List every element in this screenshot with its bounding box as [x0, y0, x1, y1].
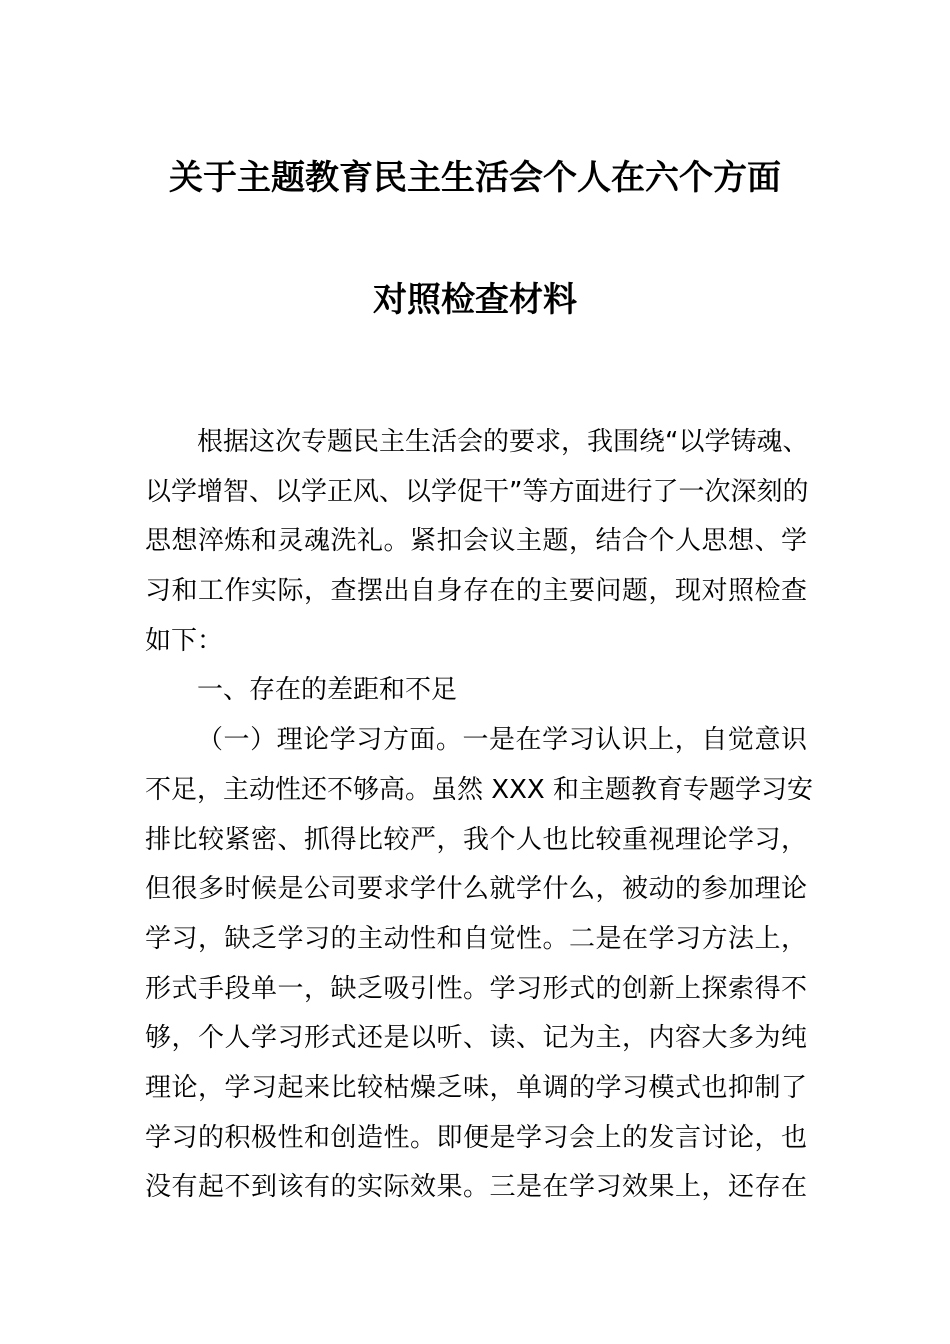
body-line: 没有起不到该有的实际效果。三是在学习效果上，还存在 — [145, 1172, 807, 1203]
body-line: 排比较紧密、抓得比较严，我个人也比较重视理论学习， — [145, 824, 807, 855]
body-line: 形式手段单一，缺乏吸引性。学习形式的创新上探索得不 — [145, 973, 807, 1004]
body-line: 不足，主动性还不够高。虽然 XXX 和主题教育专题学习安 — [145, 774, 813, 805]
body-line: 但很多时候是公司要求学什么就学什么，被动的参加理论 — [145, 874, 807, 905]
body-line: （一）理论学习方面。一是在学习认识上，自觉意识 — [197, 725, 807, 756]
body-line: 以学增智、以学正风、以学促干”等方面进行了一次深刻的 — [145, 476, 809, 507]
body-line: 学习，缺乏学习的主动性和自觉性。二是在学习方法上， — [145, 923, 807, 954]
body-line: 一、存在的差距和不足 — [197, 675, 458, 706]
document-body — [145, 418, 813, 1213]
document-title-line-2: 对照检查材料 — [373, 280, 577, 320]
body-line: 习和工作实际，查摆出自身存在的主要问题，现对照检查 — [145, 576, 807, 607]
body-line: 理论，学习起来比较枯燥乏味，单调的学习模式也抑制了 — [145, 1072, 807, 1103]
body-line: 如下： — [145, 625, 224, 656]
document-title-line-1: 关于主题教育民主生活会个人在六个方面 — [169, 158, 781, 198]
body-line: 根据这次专题民主生活会的要求，我围绕“以学铸魂、 — [197, 427, 809, 457]
body-line: 够，个人学习形式还是以听、读、记为主，内容大多为纯 — [145, 1023, 807, 1054]
body-line: 思想淬炼和灵魂洗礼。紧扣会议主题，结合个人思想、学 — [145, 526, 807, 557]
body-line: 学习的积极性和创造性。即便是学习会上的发言讨论，也 — [145, 1122, 807, 1153]
